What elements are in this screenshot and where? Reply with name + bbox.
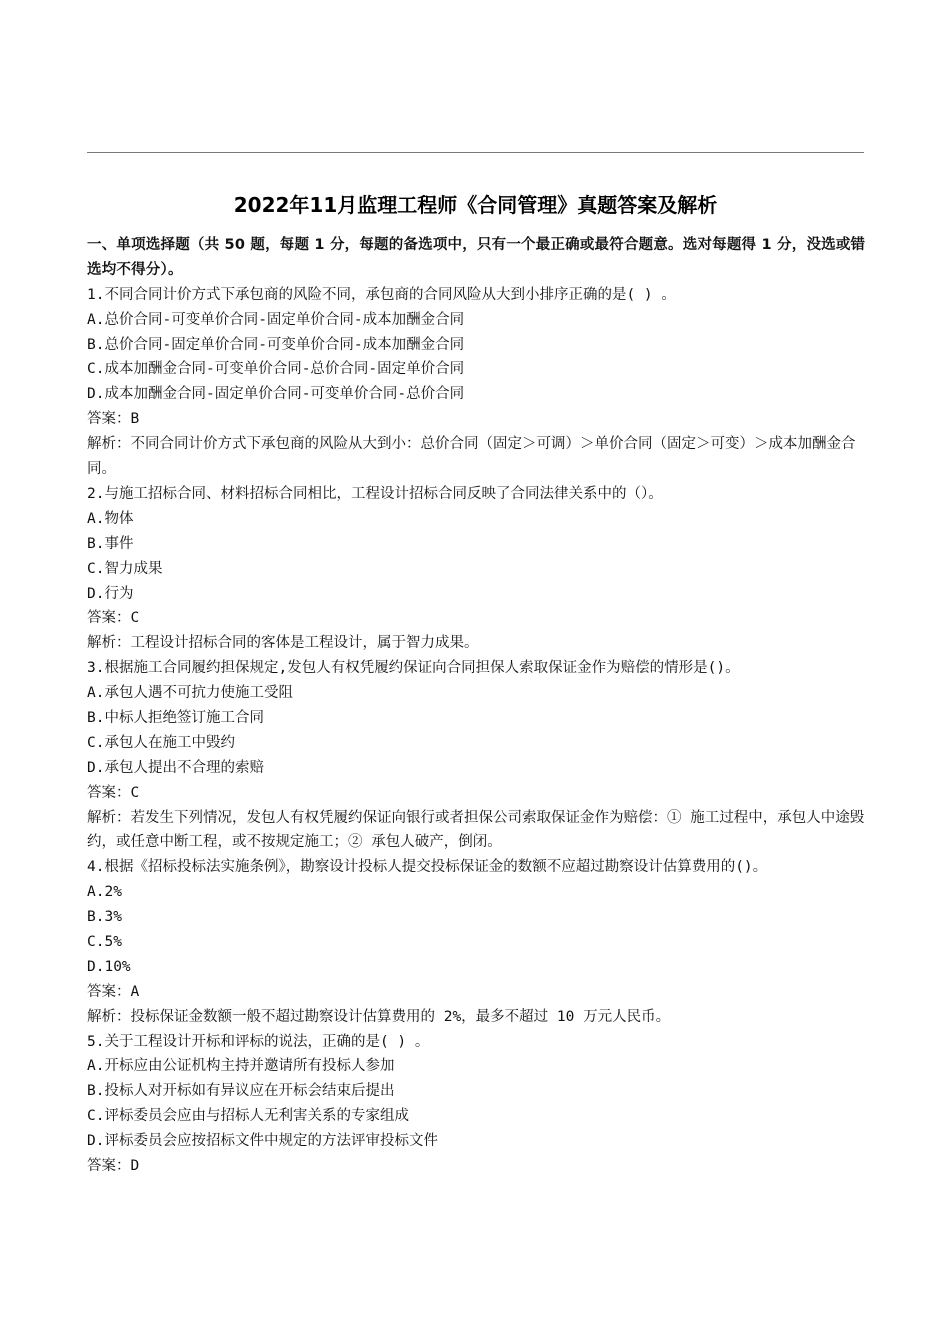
option-d: D.评标委员会应按招标文件中规定的方法评审投标文件 xyxy=(87,1133,438,1150)
answer: 答案：C xyxy=(87,610,140,627)
option-c: C.成本加酬金合同-可变单价合同-总价合同-固定单价合同 xyxy=(87,361,465,378)
analysis: 解析：工程设计招标合同的客体是工程设计，属于智力成果。 xyxy=(87,635,479,652)
option-a: A.承包人遇不可抗力使施工受阻 xyxy=(87,685,293,702)
question-stem: 5.关于工程设计开标和评标的说法，正确的是( ) 。 xyxy=(87,1033,430,1050)
option-b: B.投标人对开标如有异议应在开标会结束后提出 xyxy=(87,1083,395,1100)
option-a: A.物体 xyxy=(87,510,134,527)
question-stem: 4.根据《招标投标法实施条例》，勘察设计投标人提交投标保证金的数额不应超过勘察设计估算费用的()。 xyxy=(87,859,768,876)
option-c: C.承包人在施工中毁约 xyxy=(87,734,235,751)
question-stem: 2.与施工招标合同、材料招标合同相比，工程设计招标合同反映了合同法律关系中的（）。 xyxy=(87,485,663,502)
header-rule xyxy=(87,152,864,153)
option-b: B.总价合同-固定单价合同-可变单价合同-成本加酬金合同 xyxy=(87,336,465,353)
answer: 答案：C xyxy=(87,784,140,801)
option-b: B.3% xyxy=(87,909,122,926)
question-3 xyxy=(87,656,869,855)
option-d: D.成本加酬金合同-固定单价合同-可变单价合同-总价合同 xyxy=(87,386,465,403)
option-c: C.5% xyxy=(87,934,122,951)
answer: 答案：A xyxy=(87,983,140,1000)
answer: 答案：D xyxy=(87,1158,140,1175)
question-stem: 3.根据施工合同履约担保规定,发包人有权凭履约保证向合同担保人索取保证金作为赔偿的情形是()。 xyxy=(87,660,740,677)
question-4 xyxy=(87,855,869,1029)
option-b: B.中标人拒绝签订施工合同 xyxy=(87,709,264,726)
question-2 xyxy=(87,482,869,656)
answer: 答案：B xyxy=(87,411,140,428)
option-d: D.10% xyxy=(87,958,131,975)
question-stem: 1.不同合同计价方式下承包商的风险不同，承包商的合同风险从大到小排序正确的是( ) 。 xyxy=(87,286,676,303)
question-1 xyxy=(87,283,869,482)
question-5 xyxy=(87,1030,869,1179)
option-d: D.承包人提出不合理的索赔 xyxy=(87,759,264,776)
option-c: C.评标委员会应由与招标人无利害关系的专家组成 xyxy=(87,1108,409,1125)
analysis: 解析：投标保证金数额一般不超过勘察设计估算费用的 2%，最多不超过 10 万元人民币。 xyxy=(87,1008,671,1025)
document-body xyxy=(87,233,869,1179)
analysis: 解析：若发生下列情况，发包人有权凭履约保证向银行或者担保公司索取保证金作为赔偿：① 施工过程中，承包人中途毁约，或任意中断工程，或不按规定施工；② 承包人破产，倒闭。 xyxy=(87,809,865,851)
analysis: 解析：不同合同计价方式下承包商的风险从大到小：总价合同（固定＞可调）＞单价合同（固定＞可变）＞成本加酬金合同。 xyxy=(87,436,856,478)
option-c: C.智力成果 xyxy=(87,560,163,577)
option-a: A.2% xyxy=(87,884,122,901)
option-a: A.开标应由公证机构主持并邀请所有投标人参加 xyxy=(87,1058,395,1075)
option-d: D.行为 xyxy=(87,585,134,602)
section-heading: 一、单项选择题（共 50 题，每题 1 分，每题的备选项中，只有一个最正确或最符合题意。选对每题得 1 分，没选或错选均不得分）。 xyxy=(87,237,866,278)
option-b: B.事件 xyxy=(87,535,134,552)
option-a: A.总价合同-可变单价合同-固定单价合同-成本加酬金合同 xyxy=(87,311,465,328)
document-title: 2022年11月监理工程师《合同管理》真题答案及解析 xyxy=(233,193,718,217)
